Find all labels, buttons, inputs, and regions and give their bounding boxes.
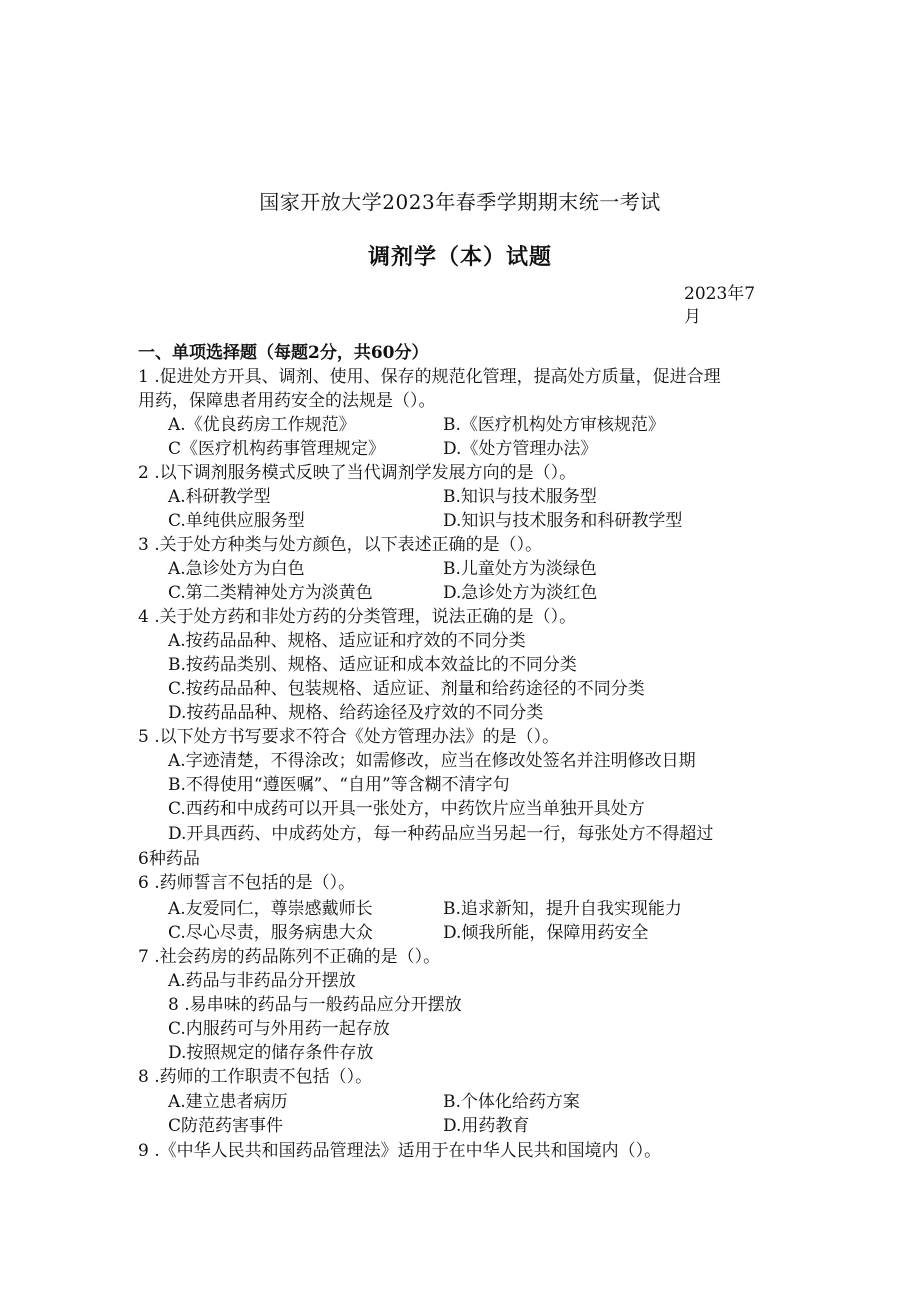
question-6-option-b: B.追求新知，提升自我实现能力: [443, 899, 682, 919]
question-5-option-b: B.不得使用“遵医嘱”、“自用”等含糊不清字句: [168, 775, 510, 795]
exam-subject-title: 调剂学（本）试题: [367, 245, 552, 270]
section-heading: 一、单项选择题（每题2分，共60分）: [138, 343, 429, 363]
question-8-option-b: B.个体化给药方案: [443, 1092, 580, 1112]
question-3-stem: 3 .关于处方种类与处方颜色，以下表述正确的是（）。: [138, 535, 543, 555]
question-1-option-a: A.《优良药房工作规范》: [168, 415, 356, 435]
exam-header: 国家开放大学2023年春季学期期末统一考试: [259, 190, 661, 214]
question-2-option-a: A.科研教学型: [168, 487, 271, 507]
question-4-option-d: D.按药品品种、规格、给药途径及疗效的不同分类: [168, 703, 544, 723]
question-1-option-c: C《医疗机构药事管理规定》: [168, 439, 386, 459]
exam-date-line2: 月: [684, 307, 701, 327]
question-5-option-a: A.字迹清楚，不得涂改；如需修改，应当在修改处签名并注明修改日期: [168, 751, 696, 771]
question-8-stem: 8 .药师的工作职责不包括（）。: [138, 1067, 373, 1087]
question-1-option-d: D.《处方管理办法》: [443, 439, 598, 459]
question-5-stem: 5 .以下处方书写要求不符合《处方管理办法》的是（）。: [138, 727, 560, 747]
question-7-option-c: C.内服药可与外用药一起存放: [168, 1019, 390, 1039]
question-1-stem-cont: 用药，保障患者用药安全的法规是（）。: [138, 391, 436, 411]
question-4-option-a: A.按药品品种、规格、适应证和疗效的不同分类: [168, 631, 526, 651]
question-1-stem: 1 .促进处方开具、调剂、使用、保存的规范化管理，提高处方质量，促进合理: [138, 367, 721, 387]
question-9-stem: 9 .《中华人民共和国药品管理法》适用于在中华人民共和国境内（）。: [138, 1141, 662, 1161]
question-2-stem: 2 .以下调剂服务模式反映了当代调剂学发展方向的是（）。: [138, 463, 577, 483]
question-4-option-b: B.按药品类别、规格、适应证和成本效益比的不同分类: [168, 655, 577, 675]
question-4-stem: 4 .关于处方药和非处方药的分类管理，说法正确的是（）。: [138, 607, 577, 627]
question-3-option-a: A.急诊处方为白色: [168, 559, 305, 579]
question-6-option-a: A.友爱同仁，尊崇感戴师长: [168, 899, 373, 919]
question-6-option-c: C.尽心尽责，服务病患大众: [168, 923, 373, 943]
question-2-option-b: B.知识与技术服务型: [443, 487, 597, 507]
question-8-option-a: A.建立患者病历: [168, 1092, 288, 1112]
question-7-option-b: 8 .易串味的药品与一般药品应分开摆放: [168, 995, 462, 1015]
question-1-option-b: B.《医疗机构处方审核规范》: [443, 415, 665, 435]
question-7-option-d: D.按照规定的储存条件存放: [168, 1043, 374, 1063]
question-8-option-c: C防范药害事件: [168, 1116, 284, 1136]
question-3-option-c: C.第二类精神处方为淡黄色: [168, 583, 373, 603]
question-4-option-c: C.按药品品种、包装规格、适应证、剂量和给药途径的不同分类: [168, 679, 645, 699]
question-2-option-c: C.单纯供应服务型: [168, 511, 305, 531]
question-5-option-c: C.西药和中成药可以开具一张处方，中药饮片应当单独开具处方: [168, 799, 645, 819]
question-5-option-d: D.开具西药、中成药处方，每一种药品应当另起一行，每张处方不得超过: [168, 824, 714, 844]
question-6-stem: 6 .药师誓言不包括的是（）。: [138, 873, 356, 893]
question-7-option-a: A.药品与非药品分开摆放: [168, 971, 356, 991]
question-8-option-d: D.用药教育: [443, 1116, 530, 1136]
question-6-option-d: D.倾我所能，保障用药安全: [443, 923, 649, 943]
question-3-option-d: D.急诊处方为淡红色: [443, 583, 598, 603]
question-7-stem: 7 .社会药房的药品陈列不正确的是（）。: [138, 947, 441, 967]
question-2-option-d: D.知识与技术服务和科研教学型: [443, 511, 683, 531]
exam-date-line1: 2023年7: [684, 284, 756, 304]
question-3-option-b: B.儿童处方为淡绿色: [443, 559, 597, 579]
question-5-option-d-cont: 6种药品: [138, 849, 200, 869]
